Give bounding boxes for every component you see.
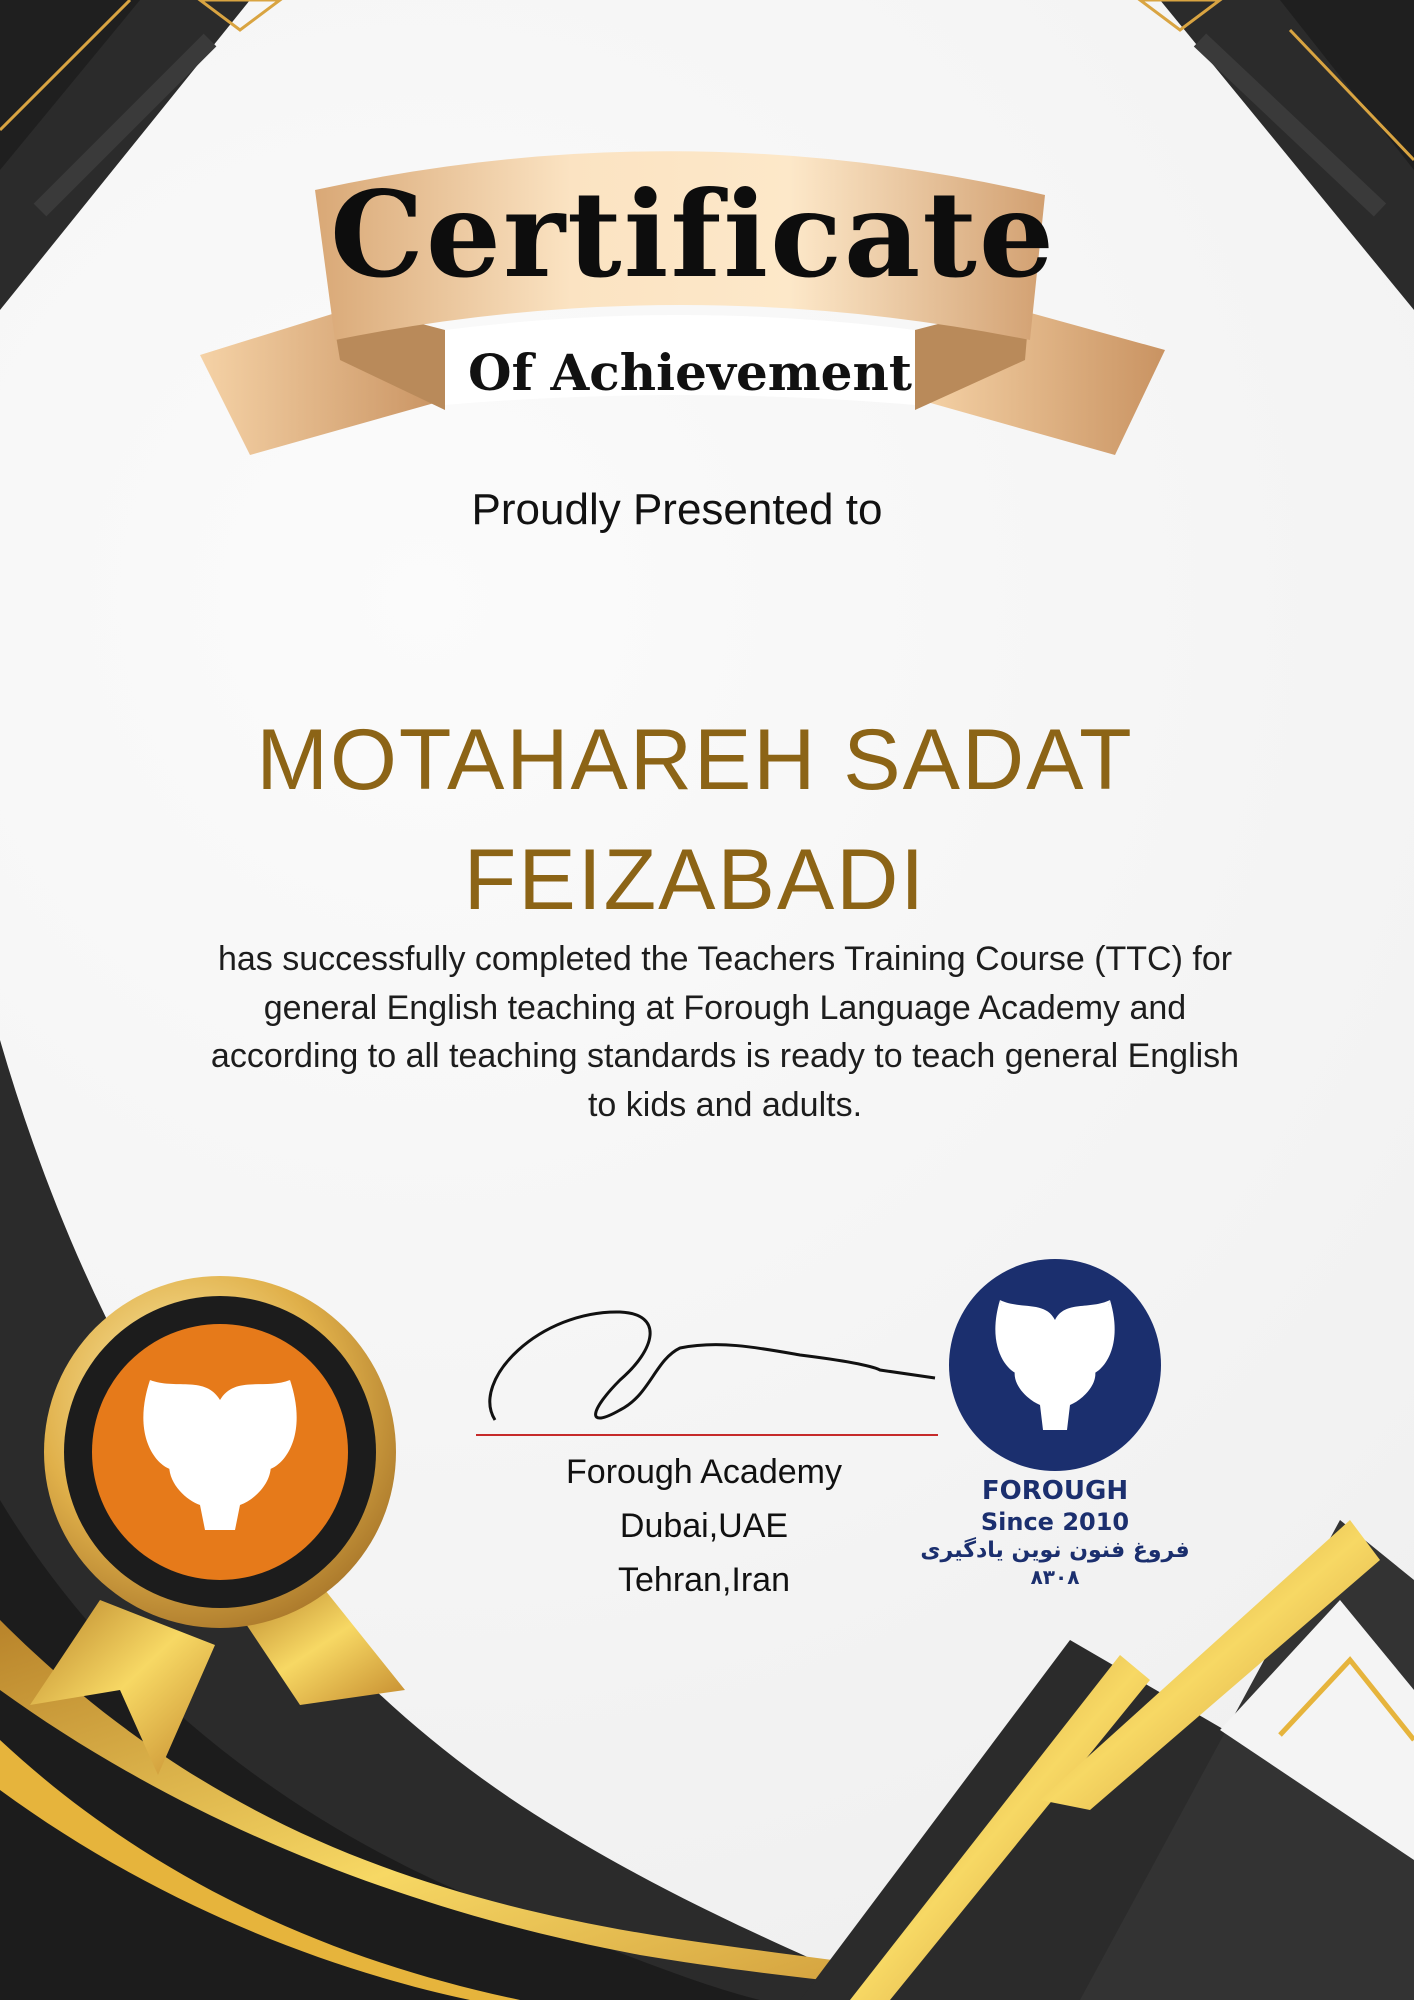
stamp-text [905,1475,1205,1589]
issuer-location-uae: Dubai,UAE [619,1507,789,1545]
recipient-name [160,700,1230,930]
completion-statement [110,935,1340,1135]
handwritten-signature [490,1312,935,1420]
presented-to-label: Proudly Presented to [471,485,883,534]
stamp-persian-code: ۸۳۰۸ [1030,1565,1080,1589]
statement-line: has successfully completed the Teachers Training Course (TTC) for [217,940,1233,978]
eagle-stamp-icon [949,1259,1161,1471]
statement-line: to kids and adults. [587,1085,863,1124]
recipient-name-line-2: FEIZABADI [463,832,927,928]
stamp-since: Since 2010 [980,1508,1130,1536]
signature-line [476,1434,938,1436]
stamp-brand: FOROUGH [981,1476,1129,1506]
issuer-location-iran: Tehran,Iran [618,1561,790,1599]
top-left-corner-ornament [0,0,280,310]
recipient-name-line-1: MOTAHAREH SADAT [256,712,1134,808]
statement-line: according to all teaching standards is ready to teach general English [210,1037,1240,1075]
statement-line: general English teaching at Forough Language Academy and [263,988,1187,1027]
stamp-persian-name: فروغ فنون نوین یادگیری [920,1538,1190,1563]
issuer-block [470,1445,938,1607]
certificate-title: Certificate [330,165,1056,304]
certificate-subtitle: Of Achievement [468,343,912,402]
top-right-corner-ornament [1140,0,1414,310]
issuer-name: Forough Academy [566,1453,842,1491]
